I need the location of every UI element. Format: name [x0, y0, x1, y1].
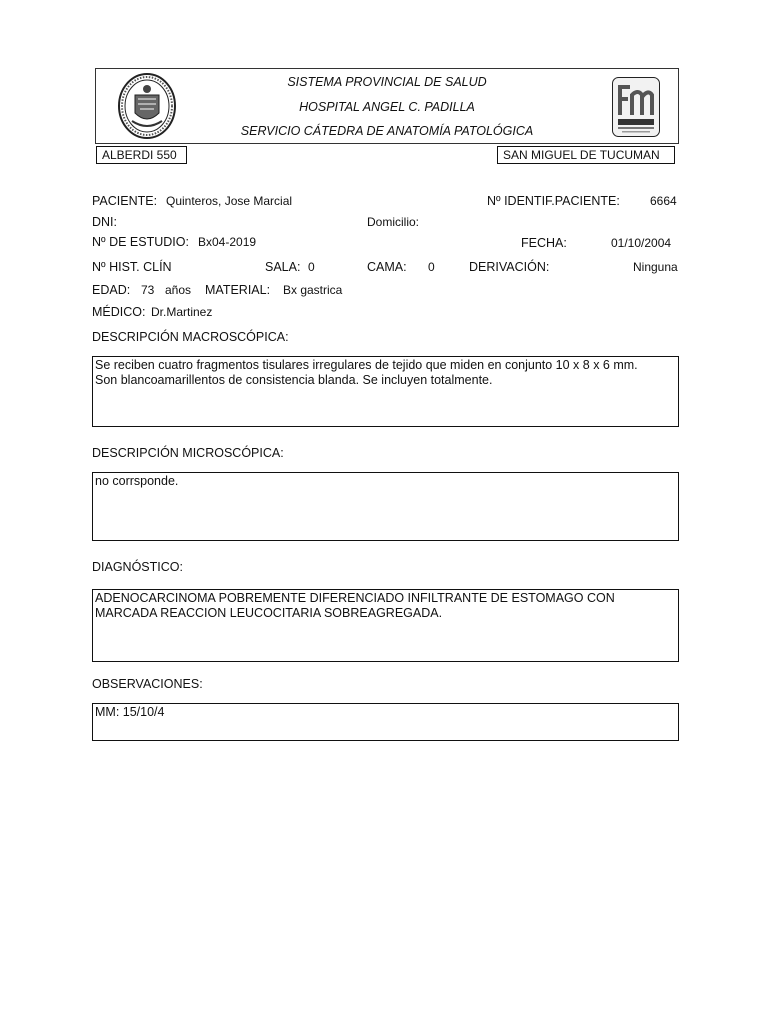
patient-label: PACIENTE: [92, 194, 158, 208]
referral-value: Ninguna [633, 260, 678, 274]
dni-label: DNI: [92, 215, 117, 229]
faculty-logo-icon [612, 77, 660, 137]
room-label: SALA: [265, 260, 301, 274]
room-value: 0 [308, 260, 315, 274]
hospital-title: HOSPITAL ANGEL C. PADILLA [299, 100, 475, 114]
study-number-label: Nº DE ESTUDIO: [92, 235, 189, 249]
patient-id-label: Nº IDENTIF.PACIENTE: [487, 194, 620, 208]
doctor-label: MÉDICO: [92, 305, 146, 319]
referral-label: DERIVACIÓN: [469, 260, 550, 274]
date-value: 01/10/2004 [611, 236, 672, 250]
clinical-history-label: Nº HIST. CLÍN [92, 260, 172, 274]
bed-label: CAMA: [367, 260, 407, 274]
patient-name: Quinteros, Jose Marcial [166, 194, 293, 208]
observations-text: MM: 15/10/4 [92, 703, 679, 741]
report-header [95, 68, 679, 144]
address-box: ALBERDI 550 [96, 146, 187, 164]
city-box: SAN MIGUEL DE TUCUMAN [497, 146, 675, 164]
age-label: EDAD: [92, 283, 131, 297]
material-label: MATERIAL: [205, 283, 271, 297]
bed-value: 0 [428, 260, 435, 274]
microscopic-label: DESCRIPCIÓN MICROSCÓPICA: [92, 446, 284, 460]
material-value: Bx gastrica [283, 283, 343, 297]
date-label: FECHA: [521, 236, 567, 250]
age-unit: años [165, 283, 192, 297]
service-title: SERVICIO CÁTEDRA DE ANATOMÍA PATOLÓGICA [240, 124, 534, 138]
microscopic-description: no corrsponde. [92, 472, 679, 541]
macroscopic-description: Se reciben cuatro fragmentos tisulares irregulares de tejido que miden en conjunto 10 x 8 x 6 mm. Son blancoamarillentos de consistencia blanda. Se incluyen totalmente. [92, 356, 679, 427]
study-number-value: Bx04-2019 [198, 235, 257, 249]
patient-id-value: 6664 [650, 194, 677, 208]
diagnosis-label: DIAGNÓSTICO: [92, 560, 183, 574]
system-title: SISTEMA PROVINCIAL DE SALUD [287, 75, 487, 89]
doctor-value: Dr.Martinez [151, 305, 213, 319]
domicilio-label: Domicilio: [367, 215, 420, 229]
observations-label: OBSERVACIONES: [92, 677, 203, 691]
macroscopic-label: DESCRIPCIÓN MACROSCÓPICA: [92, 330, 289, 344]
diagnosis-text: ADENOCARCINOMA POBREMENTE DIFERENCIADO INFILTRANTE DE ESTOMAGO CON MARCADA REACCION LEUCOCITARIA SOBREAGREGADA. [92, 589, 679, 662]
age-value: 73 [141, 283, 155, 297]
